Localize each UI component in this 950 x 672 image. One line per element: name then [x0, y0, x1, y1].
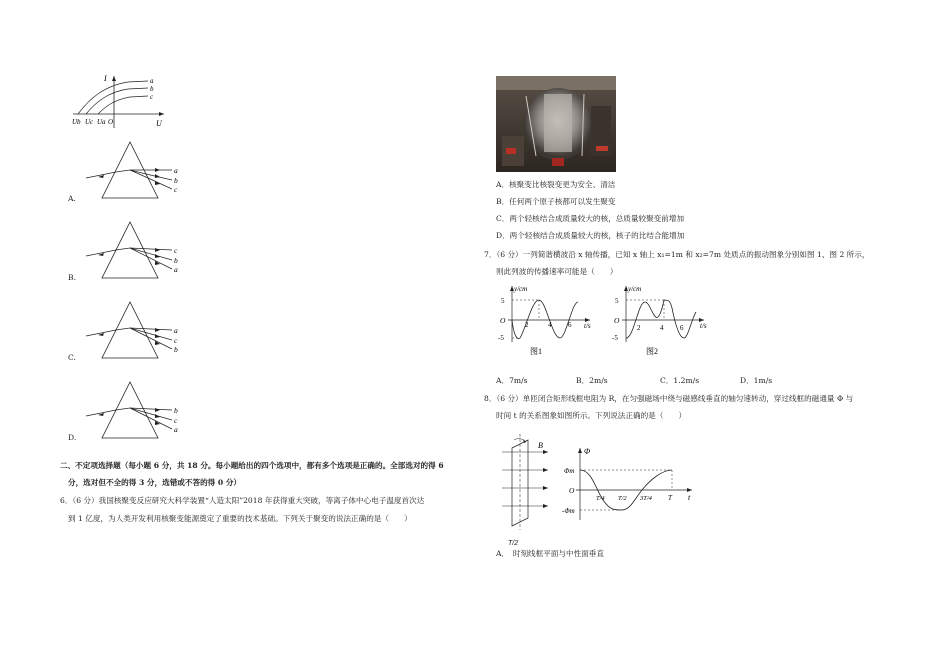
q7-stem-line1: 7．（6 分）一列简谐横波沿 x 轴传播，已知 x 轴上 x₁=1m 和 x₂=7m 处质点的振动图象分别如图 1、图 2 所示，: [484, 250, 870, 259]
q7-fig1-y-label: y/cm: [514, 285, 528, 293]
q8-phi-label: Φ: [584, 447, 591, 456]
q6-stem-line2: 到 1 亿度，为人类开发利用核聚变能源奠定了重要的技术基础。下列关于聚变的说法正确的是（ ）: [68, 514, 412, 523]
q6-option-a[interactable]: A．核聚变比核裂变更为安全、清洁: [496, 180, 616, 189]
iv-curve-a: a: [150, 77, 154, 85]
q7-stem-line2: 则此列波的传播速率可能是（ ）: [496, 267, 618, 276]
q7-fig2-x-4: 4: [660, 324, 664, 332]
prism-b-ray-1: c: [174, 246, 178, 255]
prism-option-a-letter[interactable]: A.: [68, 194, 76, 203]
prism-option-c-letter[interactable]: C.: [68, 353, 76, 362]
q7-fig1-y-neg5: -5: [498, 334, 504, 342]
prism-option-d-letter[interactable]: D.: [68, 433, 77, 442]
q8-t-label: t: [688, 493, 691, 502]
q8-tick-t: T: [668, 494, 672, 502]
prism-d-ray-3: a: [174, 425, 178, 434]
q7-fig1-x-4: 4: [548, 321, 552, 329]
q7-option-d[interactable]: D．1m/s: [740, 376, 773, 385]
iv-curve-b: b: [150, 85, 154, 93]
q8-phi-m: Φm: [564, 467, 575, 475]
prism-b-ray-3: a: [174, 265, 178, 274]
q7-fig2-x-2: 2: [637, 324, 641, 332]
iv-x-label: U: [156, 119, 162, 128]
q7-fig2-y-5: 5: [615, 297, 619, 305]
q8-coil-field-diagram: [494, 432, 556, 532]
prism-c-ray-1: a: [174, 326, 178, 335]
q7-fig2-graph: [608, 282, 716, 360]
q8-tick-t4: T/4: [596, 495, 605, 502]
prism-a-ray-2: b: [174, 176, 178, 185]
q7-fig1-x-label: t/s: [584, 322, 591, 330]
prism-option-b-letter[interactable]: B.: [68, 273, 76, 282]
prism-diagram-b: [82, 220, 192, 282]
q8-field-label: B: [538, 441, 543, 450]
q7-option-b[interactable]: B．2m/s: [576, 376, 608, 385]
iv-graph: [68, 72, 178, 132]
q6-option-b[interactable]: B．任何两个原子核都可以发生聚变: [496, 197, 616, 206]
q7-fig2-y-neg5: -5: [612, 334, 618, 342]
prism-b-ray-2: b: [174, 256, 178, 265]
q7-fig1-y-5: 5: [501, 297, 505, 305]
iv-tick-uc: Uc: [85, 118, 94, 126]
q7-fig2-origin: O: [614, 316, 620, 325]
q7-fig2-x-6: 6: [680, 324, 684, 332]
q8-flux-graph: [562, 444, 702, 524]
prism-diagram-a: [82, 140, 192, 202]
iv-tick-ua: Ua: [97, 118, 106, 126]
q6-option-d[interactable]: D．两个轻核结合成质量较大的核，核子的比结合能增加: [496, 231, 685, 240]
section2-heading-line1: 二、不定项选择题（每小题 6 分，共 18 分。每小题给出的四个选项中，都有多个选项是正确的。全部选对的得 6: [60, 461, 444, 470]
prism-diagram-d: [82, 380, 192, 442]
q8-origin: O: [569, 486, 575, 495]
q7-fig1-x-6: 6: [568, 321, 572, 329]
q7-fig1-origin: O: [500, 316, 506, 325]
q8-option-a[interactable]: A． 时刻线框平面与中性面垂直: [496, 549, 604, 558]
iv-tick-ub: Ub: [72, 118, 81, 126]
q7-fig2-caption: 图2: [646, 347, 658, 356]
q6-option-c[interactable]: C．两个轻核结合成质量较大的核，总质量较聚变前增加: [496, 214, 685, 223]
prism-c-ray-2: c: [174, 336, 178, 345]
q8-tick-3t4: 3T/4: [640, 495, 652, 502]
section2-heading-line2: 分，选对但不全的得 3 分，选错或不答的得 0 分）: [68, 478, 242, 487]
q7-fig1-graph: [490, 282, 598, 360]
prism-d-ray-1: b: [174, 406, 178, 415]
prism-a-ray-1: a: [174, 166, 178, 175]
q7-fig2-y-label: y/cm: [628, 285, 642, 293]
q7-option-c[interactable]: C．1.2m/s: [660, 376, 700, 385]
prism-c-ray-3: b: [174, 345, 178, 354]
fusion-device-photo: [496, 76, 616, 172]
q7-fig1-caption: 图1: [530, 347, 542, 356]
prism-a-ray-3: c: [174, 185, 178, 194]
prism-d-ray-2: c: [174, 416, 178, 425]
iv-y-label: I: [104, 74, 107, 83]
q8-option-a-fraction: T/2: [508, 540, 519, 547]
q7-fig2-x-label: t/s: [700, 322, 707, 330]
q7-option-a[interactable]: A．7m/s: [496, 376, 528, 385]
q8-neg-phi-m: -Φm: [562, 507, 575, 515]
q8-stem-line1: 8．（6 分）单匝闭合矩形线框电阻为 R，在匀强磁场中绕与磁感线垂直的轴匀速转动，穿过线框的磁通量 Φ 与: [484, 394, 854, 403]
prism-diagram-c: [82, 300, 192, 362]
q8-tick-t2: T/2: [618, 495, 627, 502]
q7-fig1-x-2: 2: [525, 321, 529, 329]
q8-stem-line2: 时间 t 的关系图象如图所示。下列说法正确的是（ ）: [496, 411, 687, 420]
q6-stem-line1: 6．（6 分）我国核聚变反应研究大科学装置“人造太阳”2018 年获得重大突破，等离子体中心电子温度首次达: [60, 496, 425, 505]
iv-curve-c: c: [150, 93, 154, 101]
iv-tick-origin: O: [108, 118, 114, 126]
